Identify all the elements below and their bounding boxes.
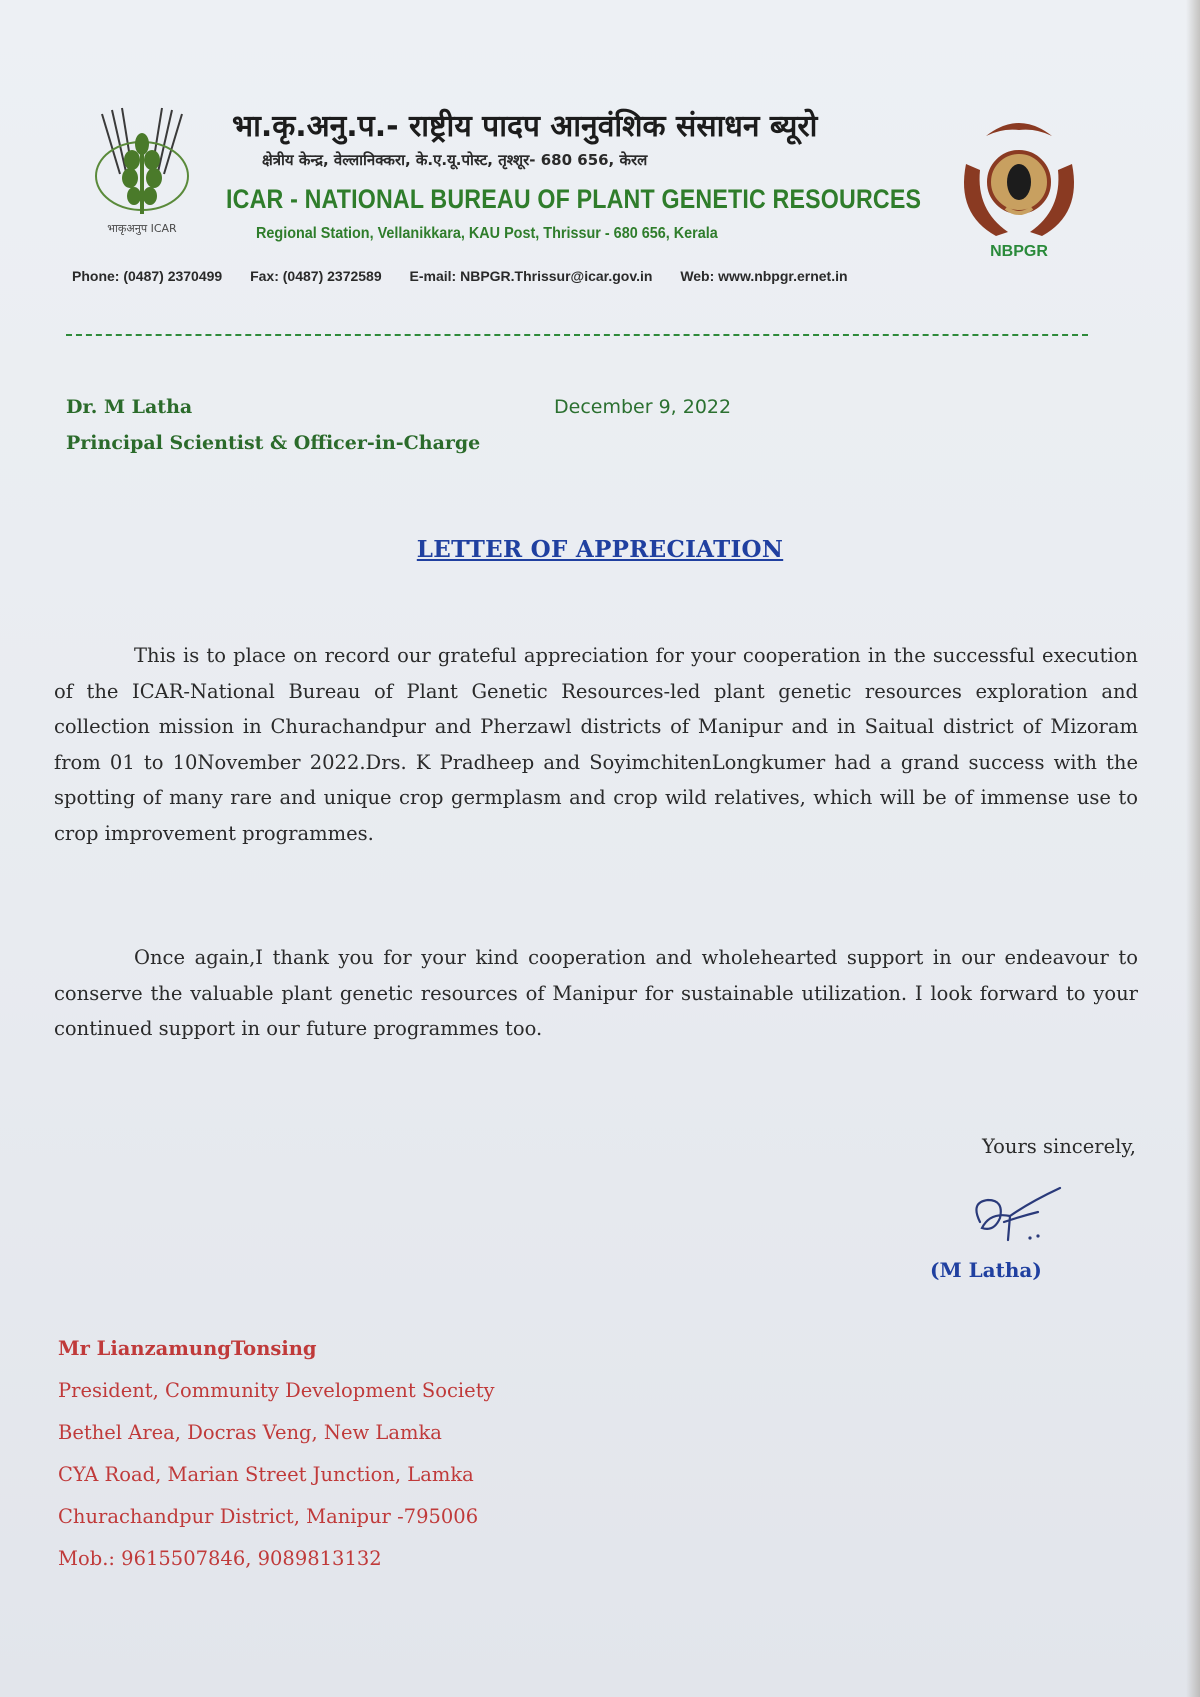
institute-title: ICAR - NATIONAL BUREAU OF PLANT GENETIC RESOURCES xyxy=(226,184,922,214)
body-paragraph-1: This is to place on record our grateful appreciation for your cooperation in the successful execution of the ICAR-National Bureau of Plant Genetic Resources-led plant genetic resources exploration and collection mission in Churachandpur and Pherzawl districts of Manipur and in Saitual district of Mizoram from 01 to 10November 2022.Drs. K Pradheep and SoyimchitenLongkumer had a grand success with the spotting of many rare and unique crop germplasm and crop wild relatives, which will be of immense use to crop improvement programmes. xyxy=(54,644,1138,845)
institute-address-line: Regional Station, Vellanikkara, KAU Post, Thrissur - 680 656, Kerala xyxy=(256,225,718,242)
recipient-address xyxy=(58,1328,758,1580)
recipient-line: Bethel Area, Docras Veng, New Lamka xyxy=(58,1421,442,1444)
website: Web: www.nbpgr.ernet.in xyxy=(680,268,848,284)
hindi-institute-title: भा.कृ.अनु.प.- राष्ट्रीय पादप आनुवंशिक संसाधन ब्यूरो xyxy=(232,109,818,144)
phone-number: Phone: (0487) 2370499 xyxy=(72,268,223,284)
handwritten-signature xyxy=(960,1182,1080,1252)
signer-name: (M Latha) xyxy=(930,1258,1042,1282)
recipient-name: Mr LianzamungTonsing xyxy=(58,1337,317,1360)
icar-logo xyxy=(82,104,202,244)
header-divider xyxy=(66,334,1088,336)
recipient-line: CYA Road, Marian Street Junction, Lamka xyxy=(58,1463,474,1486)
contact-details xyxy=(72,268,1132,284)
icar-logo-text: भाकृअनुप ICAR xyxy=(107,222,177,235)
nbpgr-logo xyxy=(956,114,1082,264)
closing-salutation: Yours sincerely, xyxy=(982,1135,1136,1158)
letter-heading: LETTER OF APPRECIATION xyxy=(416,536,784,563)
letter-date: December 9, 2022 xyxy=(554,396,732,418)
sender-name: Dr. M Latha xyxy=(66,396,193,418)
recipient-line: Mob.: 9615507846, 9089813132 xyxy=(58,1547,382,1570)
fax-number: Fax: (0487) 2372589 xyxy=(250,268,382,284)
recipient-line: Churachandpur District, Manipur -795006 xyxy=(58,1505,479,1528)
paper-edge-shadow xyxy=(1186,0,1200,1697)
hindi-address-line: क्षेत्रीय केन्द्र, वेल्लानिक्करा, के.ए.यू.पोस्ट, तृश्शूर- 680 656, केरल xyxy=(262,151,648,169)
body-paragraph-2: Once again,I thank you for your kind cooperation and wholehearted support in our endeavour to conserve the valuable plant genetic resources of Manipur for sustainable utilization. I look forward to your continued support in our future programmes too. xyxy=(54,946,1138,1040)
email-address: E-mail: NBPGR.Thrissur@icar.gov.in xyxy=(409,268,653,284)
sender-title: Principal Scientist & Officer-in-Charge xyxy=(66,432,481,454)
nbpgr-logo-text: NBPGR xyxy=(990,243,1048,260)
recipient-line: President, Community Development Society xyxy=(58,1379,495,1402)
